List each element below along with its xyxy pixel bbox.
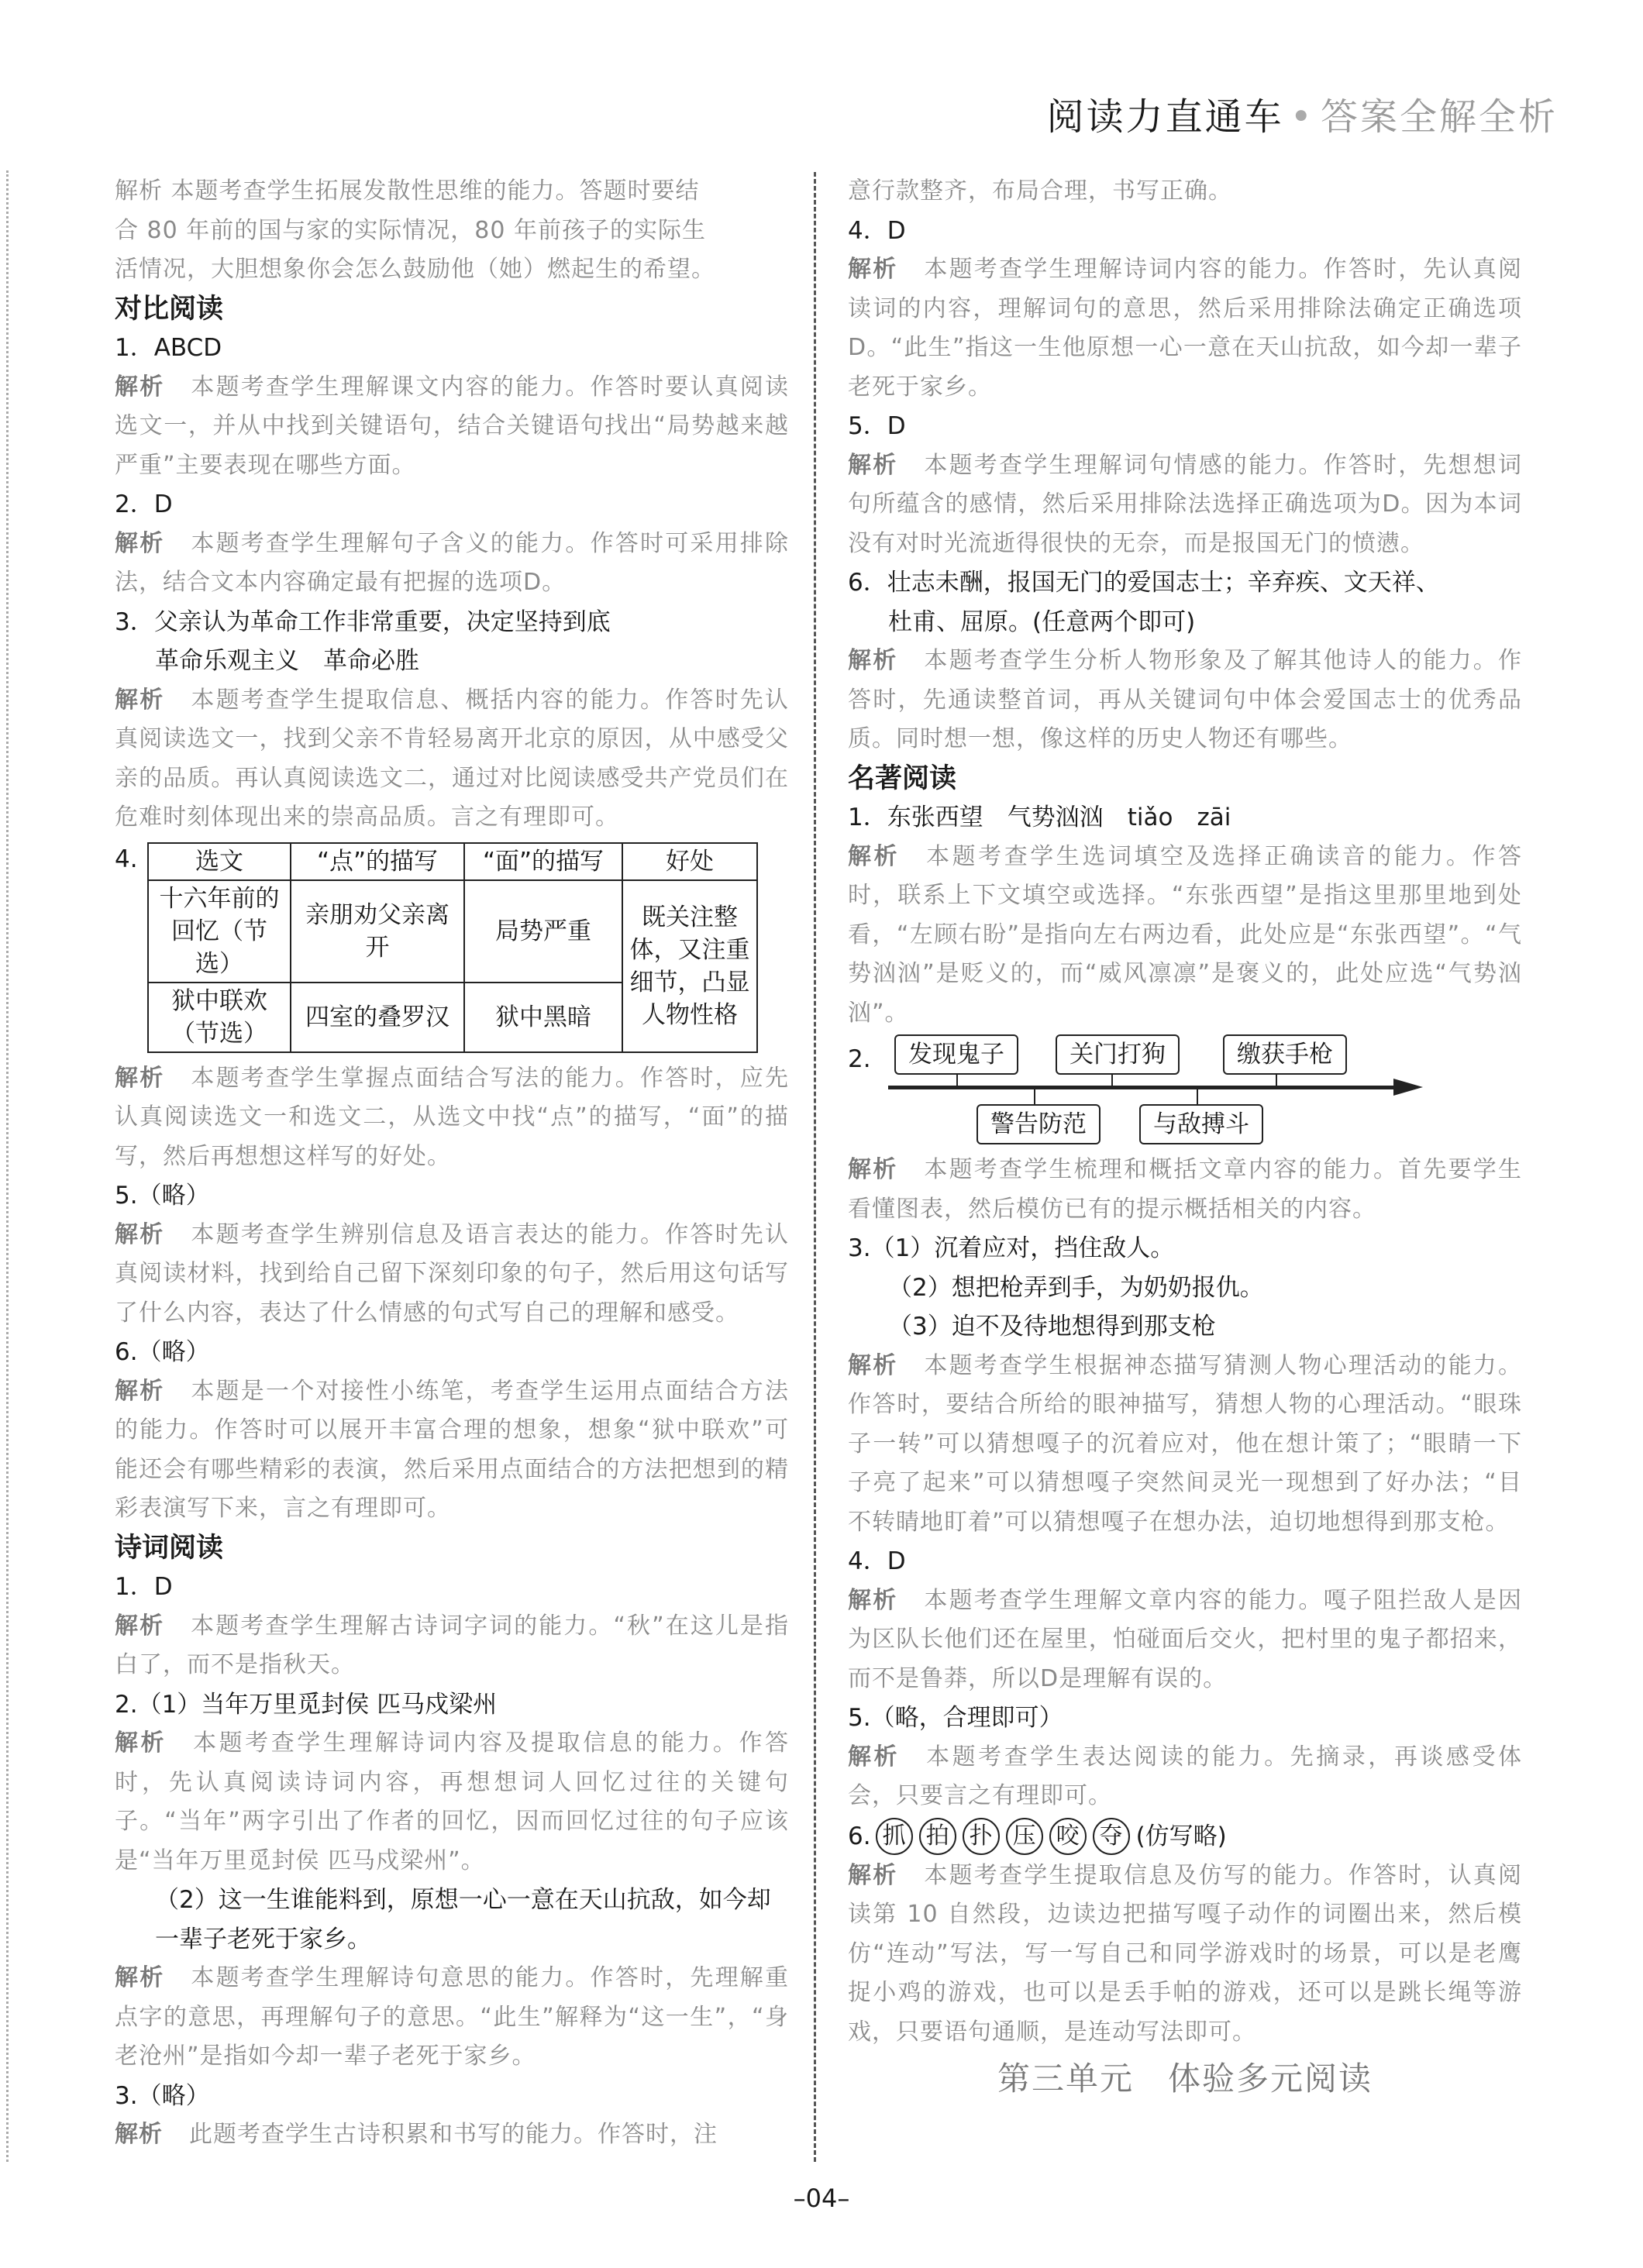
circled-char: 压 [1006, 1818, 1043, 1855]
flow-box: 关门打狗 [1056, 1034, 1180, 1075]
analysis-m3: 解析 本题考查学生根据神态描写猜测人物心理活动的能力。作答时，要结合所给的眼神描写，猜想人物的心理活动。“眼珠子一转”可以猜想嘎子的沉着应对，他在想计策了；“眼睛一下子亮了起来”可以猜想嘎子突然间灵光一现想到了好办法；“目不转睛地盯着”可以猜想嘎子在想办法，迫切地想得到那支枪。 [848, 1351, 1523, 1536]
answer-m4: 4．D [848, 1547, 906, 1575]
table-cell: 局势严重 [464, 880, 622, 983]
answer-p4: 4．D [848, 216, 906, 245]
analysis-label: 解析 [848, 1156, 898, 1183]
intro-analysis [115, 172, 789, 290]
analysis-p2-1: 解析 本题考查学生理解诗词内容及提取信息的能力。作答时，先认真阅读诗词内容，再想想词人回忆过往的关键句子。“当年”两字引出了作者的回忆，因而回忆过往的句子应该是“当年万里觅封侯 匹马戍梁州”。 [115, 1729, 790, 1874]
answer-q4 [115, 842, 789, 1053]
table-cell: 狱中联欢（节选） [148, 983, 291, 1052]
analysis-p5: 解析 本题考查学生理解词句情感的能力。作答时，先想想词句所蕴含的感情，然后采用排除法选择正确选项为D。因为本词没有对时光流逝得很快的无奈，而是报国无门的愤懑。 [848, 451, 1523, 557]
analysis-m2: 解析 本题考查学生梳理和概括文章内容的能力。首先要学生看懂图表，然后模仿已有的提示概括相关的内容。 [848, 1156, 1523, 1223]
analysis-p3-cont: 意行款整齐，布局合理，书写正确。 [848, 177, 1232, 205]
answer-m3-2: （2）想把枪弄到手，为奶奶报仇。 [888, 1273, 1264, 1302]
circled-char: 抓 [876, 1818, 913, 1855]
header-title: 阅读力直通车 [1046, 95, 1284, 139]
answer-q3-cont: 革命乐观主义 革命必胜 [155, 647, 419, 675]
table-cell: 狱中黑暗 [464, 983, 622, 1052]
flow-arrow-head-icon [1393, 1079, 1423, 1096]
answer-q6: 6.（略） [115, 1338, 210, 1366]
analysis-label: 解析 [848, 842, 901, 870]
left-column [115, 172, 789, 2155]
analysis-label: 解析 [848, 1586, 898, 1614]
analysis-p3: 解析 此题考查学生古诗积累和书写的能力。作答时，注 [115, 2121, 718, 2148]
analysis-m5: 解析 本题考查学生表达阅读的能力。先摘录，再谈感受体会，只要言之有理即可。 [848, 1743, 1523, 1809]
answer-p5: 5．D [848, 412, 906, 440]
table-cell: 四室的叠罗汉 [291, 983, 464, 1052]
analysis-label: 解析 [115, 686, 165, 714]
answer-p2-1: 2.（1）当年万里觅封侯 匹马戍梁州 [115, 1690, 498, 1719]
column-divider [814, 172, 816, 2162]
circled-char: 拍 [919, 1818, 956, 1855]
analysis-label: 解析 [115, 1612, 165, 1640]
page-header [1047, 87, 1558, 140]
section-title-compare: 对比阅读 [115, 293, 224, 325]
analysis-p4: 解析 本题考查学生理解诗词内容的能力。作答时，先认真阅读词的内容，理解词句的意思，然后采用排除法确定正确选项D。“此生”指这一生他原想一心一意在天山抗敌，如今却一辈子老死于家乡。 [848, 256, 1523, 401]
answer-m3-1: 3.（1）沉着应对，挡住敌人。 [848, 1234, 1175, 1262]
answer-m5: 5.（略，合理即可） [848, 1704, 1063, 1732]
analysis-label: 解析 [848, 1743, 901, 1771]
m2-number: 2. [848, 1045, 871, 1073]
analysis-label: 解析 [848, 256, 898, 283]
answer-q2: 2．D [115, 490, 173, 518]
analysis-q1: 解析 本题考查学生理解课文内容的能力。作答时要认真阅读选文一，并从中找到关键语句，结合关键语句找出“局势越来越严重”主要表现在哪些方面。 [115, 373, 790, 479]
flow-stem [1034, 1089, 1035, 1106]
analysis-p2-2: 解析 本题考查学生理解诗句意思的能力。作答时，先理解重点字的意思，再理解句子的意思。“此生”解释为“这一生”，“身老沧州”是指如今却一辈子老死于家乡。 [115, 1964, 790, 2070]
circled-char: 扑 [963, 1818, 1000, 1855]
intro-line: 活情况，大胆想象你会怎么鼓励他（她）燃起生的希望。 [115, 256, 715, 283]
flow-stem [1197, 1089, 1198, 1106]
analysis-m6: 解析 本题考查学生提取信息及仿写的能力。作答时，认真阅读第 10 自然段，边读边把描写嘎子动作的词圈出来，然后模仿“连动”写法，写一写自己和同学游戏时的场景，可以是老鹰捉小鸡的游戏，也可以是丢手帕的游戏，还可以是跳长绳等游戏，只要语句通顺，是连动写法即可。 [848, 1861, 1523, 2046]
answer-p1: 1．D [115, 1573, 173, 1601]
m6-tail: (仿写略) [1135, 1822, 1227, 1850]
answer-q1: 1．ABCD [115, 334, 222, 362]
header-separator: • [1290, 95, 1314, 139]
right-column [848, 172, 1522, 2100]
unit-title: 第三单元 体验多元阅读 [997, 2060, 1373, 2098]
analysis-label: 解析 [115, 1377, 165, 1405]
header-subtitle: 答案全解全析 [1320, 95, 1558, 139]
analysis-q3: 解析 本题考查学生提取信息、概括内容的能力。作答时先认真阅读选文一，找到父亲不肯轻易离开北京的原因，从中感受父亲的品质。再认真阅读选文二，通过对比阅读感受共产党员们在危难时刻体现出来的崇高品质。言之有理即可。 [115, 686, 790, 831]
point-surface-table [147, 842, 758, 1053]
analysis-p1: 解析 本题考查学生理解古诗词字词的能力。“秋”在这儿是指白了，而不是指秋天。 [115, 1612, 789, 1678]
analysis-q4: 解析 本题考查学生掌握点面结合写法的能力。作答时，应先认真阅读选文一和选文二，从选文中找“点”的描写，“面”的描写，然后再想想这样写的好处。 [115, 1064, 790, 1170]
answer-q5: 5.（略） [115, 1182, 210, 1210]
flow-arrow-line [888, 1086, 1398, 1089]
analysis-label: 解析 [115, 1220, 165, 1248]
flow-box: 警告防范 [976, 1104, 1100, 1144]
analysis-label: 解析 [848, 451, 898, 479]
answer-m6 [848, 1816, 1522, 1857]
answer-p6-cont: 杜甫、屈原。(任意两个即可) [888, 607, 1196, 636]
table-cell: 十六年前的回忆（节选） [148, 880, 291, 983]
answer-m3-3: （3）迫不及待地想得到那支枪 [888, 1313, 1216, 1340]
page-number: –04– [793, 2184, 850, 2213]
flow-box: 缴获手枪 [1223, 1034, 1347, 1075]
table-header: “点”的描写 [291, 843, 464, 880]
answer-p3: 3.（略） [115, 2081, 210, 2110]
analysis-label: 解析 [115, 529, 165, 557]
analysis-m1: 解析 本题考查学生选词填空及选择正确读音的能力。作答时，联系上下文填空或选择。“东张西望”是指这里那里地到处看，“左顾右盼”是指向左右两边看，此处应是“东张西望”。“气势汹汹”是贬义的，而“威风凛凛”是褒义的，此处应选“气势汹汹”。 [848, 842, 1523, 1027]
analysis-q6: 解析 本题是一个对接性小练笔，考查学生运用点面结合方法的能力。作答时可以展开丰富合理的想象，想象“狱中联欢”可能还会有哪些精彩的表演，然后采用点面结合的方法把想到的精彩表演写下来，言之有理即可。 [115, 1377, 790, 1522]
analysis-label: 解析 [115, 1729, 167, 1757]
flow-box: 与敌搏斗 [1139, 1104, 1263, 1144]
analysis-q5: 解析 本题考查学生辨别信息及语言表达的能力。作答时先认真阅读材料，找到给自己留下深刻印象的句子，然后用这句话写了什么内容，表达了什么情感的句式写自己的理解和感受。 [115, 1220, 790, 1327]
q4-number: 4. [115, 845, 138, 873]
section-title-classics: 名著阅读 [848, 762, 957, 794]
analysis-q2: 解析 本题考查学生理解句子含义的能力。作答时可采用排除法，结合文本内容确定最有把握的选项D。 [115, 529, 790, 596]
m6-number: 6. [848, 1822, 871, 1850]
analysis-label: 解析 [115, 1064, 165, 1092]
answer-p6: 6．壮志未酬，报国无门的爱国志士；辛弃疾、文天祥、 [848, 569, 1440, 597]
analysis-label: 解析 [848, 647, 898, 674]
intro-line: 解析 本题考查学生拓展发散性思维的能力。答题时要结 [115, 177, 700, 205]
table-cell: 亲朋劝父亲离开 [291, 880, 464, 983]
plot-flowchart [848, 1034, 1522, 1146]
answer-m1: 1．东张西望 气势汹汹 tiǎo zāi [848, 804, 1231, 831]
analysis-label: 解析 [115, 373, 165, 401]
analysis-label: 解析 [848, 1351, 898, 1379]
circled-char: 咬 [1049, 1818, 1087, 1855]
analysis-label: 解析 [115, 1964, 165, 1991]
intro-line: 合 80 年前的国与家的实际情况，80 年前孩子的实际生 [115, 216, 706, 244]
analysis-label: 解析 [848, 1861, 898, 1889]
analysis-m4: 解析 本题考查学生理解文章内容的能力。嘎子阻拦敌人是因为区队长他们还在屋里，怕碰面后交火，把村里的鬼子都招来，而不是鲁莽，所以D是理解有误的。 [848, 1586, 1523, 1692]
answer-p2-2: （2）这一生谁能料到，原想一心一意在天山抗敌，如今却一辈子老死于家乡。 [155, 1886, 771, 1953]
table-cell-benefit: 既关注整体，又注重细节，凸显人物性格 [622, 880, 757, 1052]
binding-margin [6, 170, 9, 2162]
flow-box: 发现鬼子 [894, 1034, 1018, 1075]
answer-q3: 3．父亲认为革命工作非常重要，决定坚持到底 [115, 607, 611, 636]
section-title-poetry: 诗词阅读 [115, 1532, 224, 1564]
analysis-label: 解析 [115, 2121, 163, 2148]
analysis-p6: 解析 本题考查学生分析人物形象及了解其他诗人的能力。作答时，先通读整首词，再从关键词句中体会爱国志士的优秀品质。同时想一想，像这样的历史人物还有哪些。 [848, 647, 1523, 752]
table-header: 选文 [148, 843, 291, 880]
circled-char: 夺 [1093, 1818, 1130, 1855]
table-header: “面”的描写 [464, 843, 622, 880]
table-header: 好处 [622, 843, 757, 880]
